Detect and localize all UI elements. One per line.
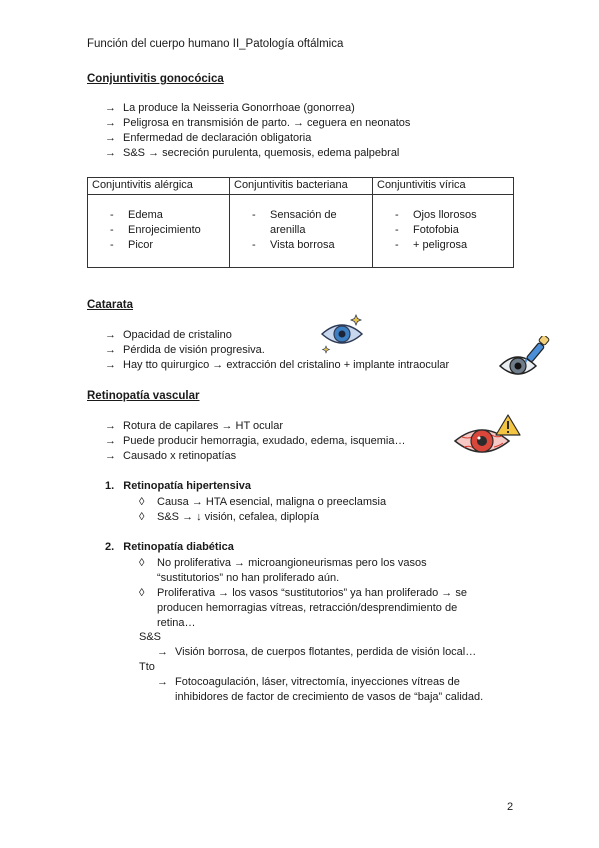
- arrow-icon: →: [105, 435, 116, 447]
- list-item: - Ojos llorosos: [395, 209, 477, 221]
- arrow-icon: →: [105, 344, 116, 356]
- conj-list: [105, 101, 410, 161]
- table-header-cell: Conjuntivitis alérgica: [92, 179, 193, 191]
- list-item: → Enfermedad de declaración obligatoria: [105, 132, 312, 144]
- list-item: - Enrojecimiento: [110, 224, 201, 236]
- section-title-catarata: Catarata: [87, 299, 134, 311]
- page-header: Función del cuerpo humano II_Patología oftálmica: [87, 38, 344, 50]
- list-item: → Rotura de capilares → HT ocular: [105, 420, 283, 432]
- table-cell: [395, 208, 477, 253]
- diamond-icon: ◊: [139, 496, 145, 508]
- catarata-list: [105, 328, 449, 373]
- list-item: - + peligrosa: [395, 239, 468, 251]
- list-item: ◊ No proliferativa → microangioneurismas pero los vasos: [139, 557, 427, 569]
- list-item-continuation: retina…: [157, 617, 196, 629]
- diamond-icon: ◊: [139, 557, 145, 569]
- section-title-conjuntivitis: Conjuntivitis gonocócica: [87, 73, 224, 85]
- table-divider: [229, 178, 230, 267]
- list-item-continuation: inhibidores de factor de crecimiento de vasos de “baja” calidad.: [175, 691, 484, 703]
- arrow-icon: →: [105, 102, 116, 114]
- retino-list: [105, 419, 406, 464]
- section-title-retinopatia: Retinopatía vascular: [87, 390, 200, 402]
- table-cell: [110, 208, 201, 253]
- ss-label: S&S: [139, 631, 162, 643]
- list-item: → Fotocoagulación, láser, vitrectomía, inyecciones vítreas de: [157, 676, 460, 688]
- list-item-continuation: producen hemorragias vítreas, retracción/desprendimiento de: [157, 602, 458, 614]
- subsection-diabetica: 2. Retinopatía diabética: [105, 541, 234, 553]
- arrow-icon: →: [105, 359, 116, 371]
- red-eye-warning-icon: [452, 413, 522, 465]
- list-item: - Vista borrosa: [252, 239, 335, 251]
- table-header-cell: Conjuntivitis bacteriana: [234, 179, 348, 191]
- diab-list: [139, 556, 467, 631]
- list-item: ◊ S&S → ↓ visión, cefalea, diplopía: [139, 511, 320, 523]
- diamond-icon: ◊: [139, 587, 145, 599]
- subsection-hipertensiva: 1. Retinopatía hipertensiva: [105, 480, 252, 492]
- list-item: ◊ Proliferativa → los vasos “sustitutorios” ya han proliferado → se: [139, 587, 467, 599]
- arrow-icon: →: [105, 117, 116, 129]
- diamond-icon: ◊: [139, 511, 145, 523]
- list-item: → Causado x retinopatías: [105, 450, 237, 462]
- list-item: → Puede producir hemorragia, exudado, edema, isquemia…: [105, 435, 406, 447]
- eye-drops-icon: [498, 336, 552, 384]
- arrow-icon: →: [105, 450, 116, 462]
- list-item: → Hay tto quirurgico → extracción del cristalino + implante intraocular: [105, 359, 450, 371]
- list-item: → Opacidad de cristalino: [105, 329, 232, 341]
- tto-list: [157, 675, 483, 705]
- table-header-cell: Conjuntivitis vírica: [377, 179, 466, 191]
- list-item: → La produce la Neisseria Gonorrhoae (gonorrea): [105, 102, 355, 114]
- list-item: - Sensación de: [252, 209, 337, 221]
- arrow-icon: →: [105, 132, 116, 144]
- list-item: - Edema: [110, 209, 163, 221]
- list-item: → S&S → secreción purulenta, quemosis, edema palpebral: [105, 147, 400, 159]
- eye-sparkle-icon: [318, 312, 366, 356]
- list-item: → Pérdida de visión progresiva.: [105, 344, 265, 356]
- tto-label: Tto: [139, 661, 155, 673]
- arrow-icon: →: [157, 646, 168, 658]
- list-item: → Visión borrosa, de cuerpos flotantes, perdida de visión local…: [157, 646, 477, 658]
- list-item: → Peligrosa en transmisión de parto. → ceguera en neonatos: [105, 117, 411, 129]
- table-cell: [252, 208, 337, 253]
- list-item-continuation: “sustitutorios” no han proliferado aún.: [157, 572, 340, 584]
- list-item: ◊ Causa → HTA esencial, maligna o preeclamsia: [139, 496, 387, 508]
- arrow-icon: →: [105, 147, 116, 159]
- conjuntivitis-table: [87, 177, 514, 268]
- hiper-list: [139, 495, 386, 525]
- arrow-icon: →: [105, 329, 116, 341]
- list-item: - Picor: [110, 239, 154, 251]
- arrow-icon: →: [105, 420, 116, 432]
- table-divider: [372, 178, 373, 267]
- page-number: 2: [507, 801, 514, 813]
- list-item: - Fotofobia: [395, 224, 459, 236]
- list-item-continuation: arenilla: [270, 224, 306, 236]
- arrow-icon: →: [157, 676, 168, 688]
